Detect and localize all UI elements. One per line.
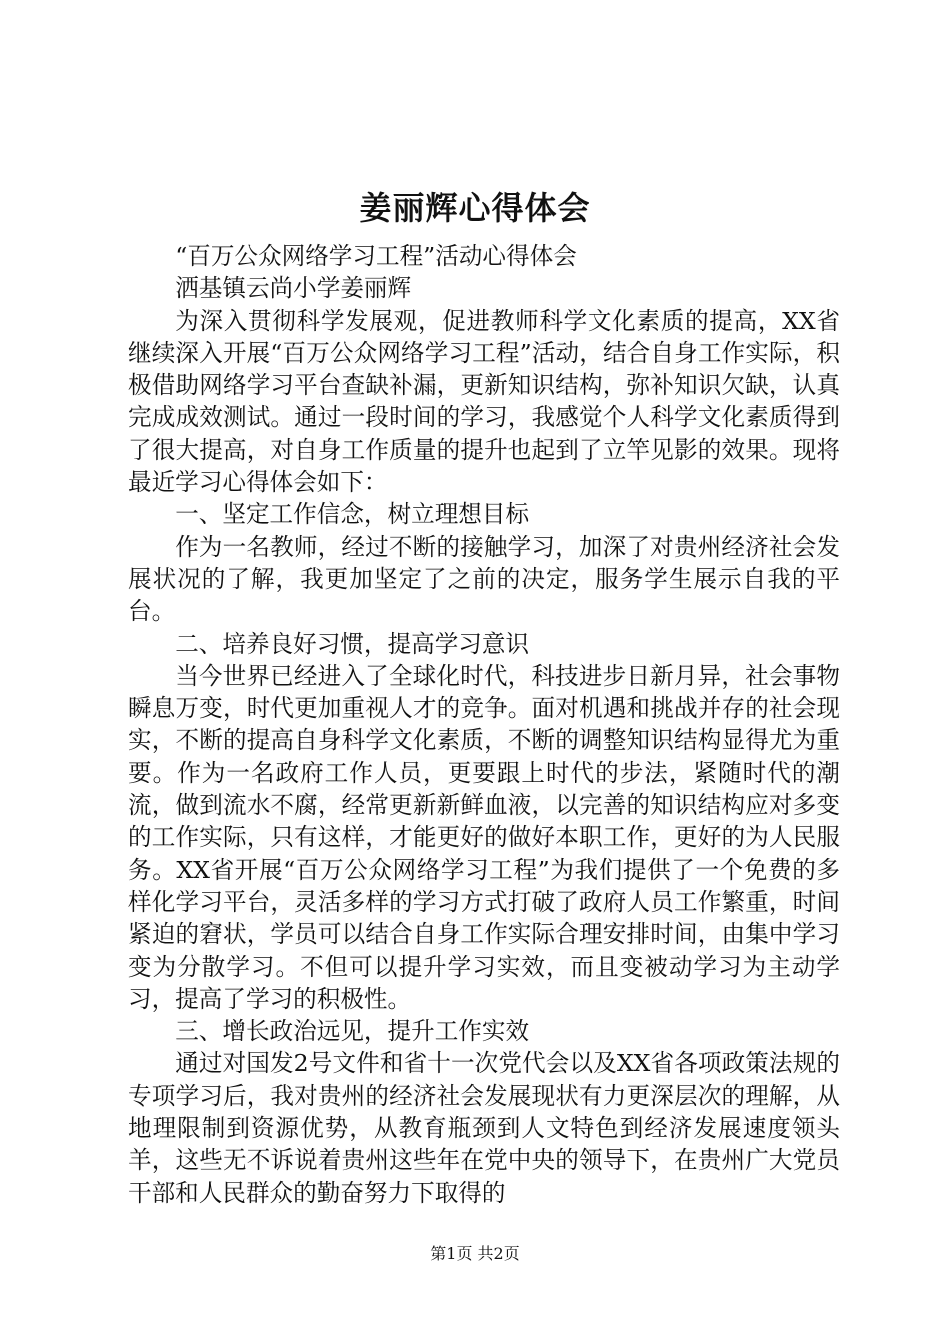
- paragraph-section-3: 通过对国发2号文件和省十一次党代会以及XX省各项政策法规的专项学习后，我对贵州的经济社会发展现状有力更深层次的理解，从地理限制到资源优势，从教育瓶颈到人文特色到经济发展速度领头羊，这些无不诉说着贵州这些年在党中央的领导下，在贵州广大党员干部和人民群众的勤奋努力下取得的: [128, 1049, 840, 1207]
- paragraph-intro: 为深入贯彻科学发展观，促进教师科学文化素质的提高，XX省继续深入开展“百万公众网络学习工程”活动，结合自身工作实际，积极借助网络学习平台查缺补漏，更新知识结构，弥补知识欠缺，认真完成成效测试。通过一段时间的学习，我感觉个人科学文化素质得到了很大提高，对自身工作质量的提升也起到了立竿见影的效果。现将最近学习心得体会如下：: [128, 306, 840, 497]
- author-line: 洒基镇云尚小学姜丽辉: [175, 274, 412, 303]
- section-heading-3: 三、增长政治远见，提升工作实效: [175, 1017, 530, 1046]
- section-heading-2: 二、培养良好习惯，提高学习意识: [175, 629, 530, 658]
- document-body: [128, 240, 840, 1209]
- section-heading-1: 一、坚定工作信念，树立理想目标: [175, 500, 530, 529]
- page-footer: 第1页 共2页: [430, 1244, 520, 1263]
- paragraph-section-1: 作为一名教师，经过不断的接触学习，加深了对贵州经济社会发展状况的了解，我更加坚定了之前的决定，服务学生展示自我的平台。: [128, 532, 840, 626]
- document-title: 姜丽辉心得体会: [359, 189, 591, 227]
- subtitle: “百万公众网络学习工程”活动心得体会: [175, 242, 577, 270]
- paragraph-section-2: 当今世界已经进入了全球化时代，科技进步日新月异，社会事物瞬息万变，时代更加重视人才的竞争。面对机遇和挑战并存的社会现实，不断的提高自身科学文化素质，不断的调整知识结构显得尤为重要。作为一名政府工作人员，更要跟上时代的步法，紧随时代的潮流，做到流水不腐，经常更新新鲜血液，以完善的知识结构应对多变的工作实际，只有这样，才能更好的做好本职工作，更好的为人民服务。XX省开展“百万公众网络学习工程”为我们提供了一个免费的多样化学习平台，灵活多样的学习方式打破了政府人员工作繁重，时间紧迫的窘状，学员可以结合自身工作实际合理安排时间，由集中学习变为分散学习。不但可以提升学习实效，而且变被动学习为主动学习，提高了学习的积极性。: [128, 661, 840, 1013]
